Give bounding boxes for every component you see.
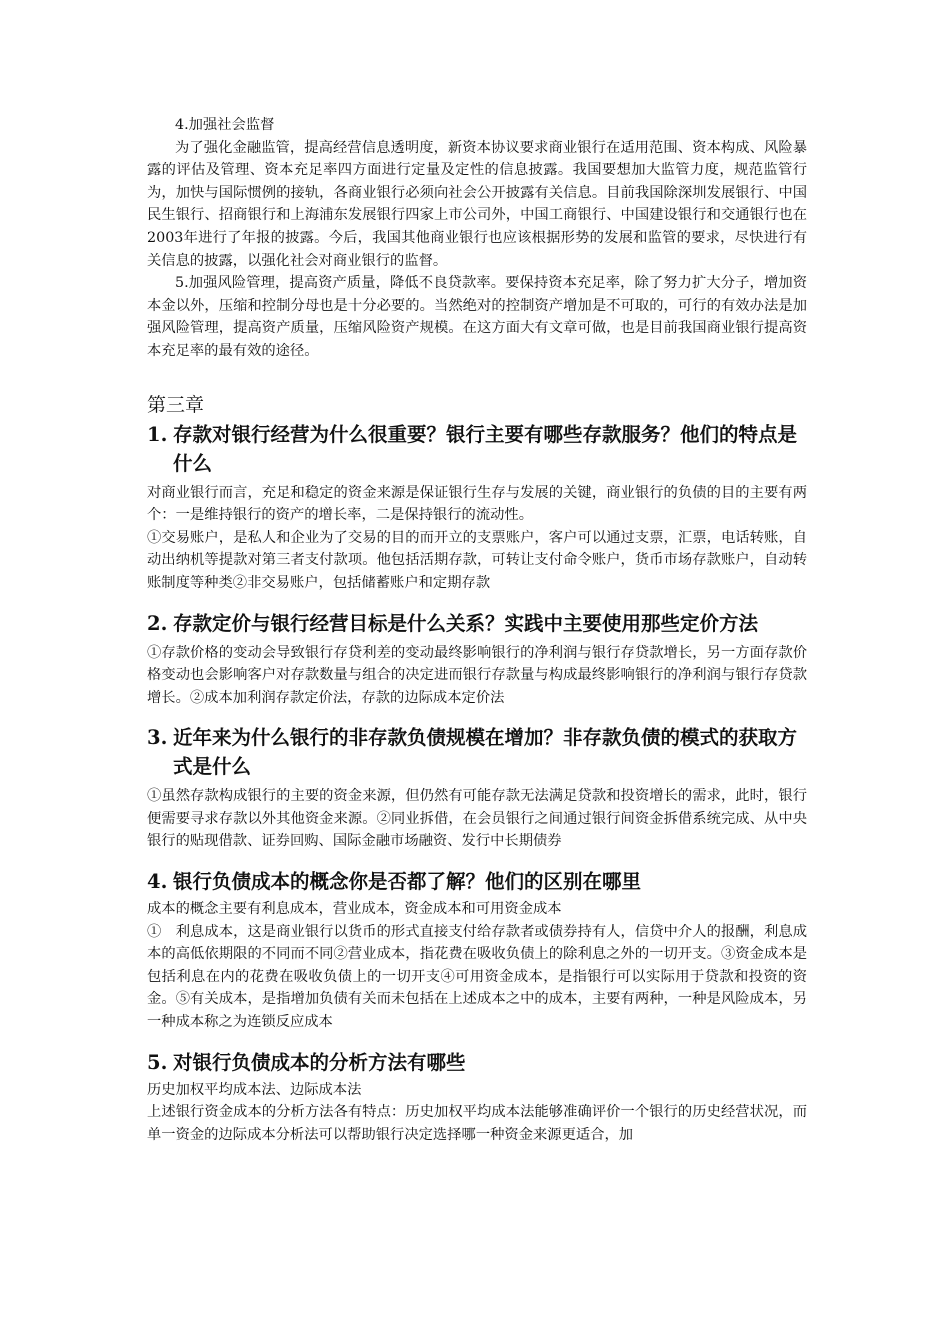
question-title: 近年来为什么银行的非存款负债规模在增加？非存款负债的模式的获取方式是什么 [173, 726, 798, 779]
question-3-heading [147, 723, 807, 781]
question-title: 对银行负债成本的分析方法有哪些 [173, 1050, 466, 1074]
question-4-heading [147, 867, 807, 896]
question-4-answer-detail: ① 利息成本，这是商业银行以货币的形式直接支付给存款者或债券持有人，信贷中介人的报酬，利息成本的高低依期限的不同而不同②营业成本，指花费在吸收负债上的除利息之外的一切开支。③资金成本是包括利息在内的花费在吸收负债上的一切开支④可用资金成本，是指银行可以实际用于贷款和投资的资金。⑤有关成本，是指增加负债有关而未包括在上述成本之中的成本，主要有两种，一种是风险成本，另一种成本称之为连锁反应成本 [147, 923, 807, 1031]
question-title: 银行负债成本的概念你是否都了解？他们的区别在哪里 [173, 870, 642, 894]
question-1-answer-detail: ①交易账户，是私人和企业为了交易的目的而开立的支票账户，客户可以通过支票，汇票，电话转账，自动出纳机等提款对第三者支付款项。他包括活期存款，可转让支付命令账户，货币市场存款账户，自动转账制度等种类②非交易账户，包括储蓄账户和定期存款 [147, 529, 807, 591]
question-1-heading [147, 420, 807, 478]
question-number: 2. [147, 611, 168, 635]
section-4-title: 4.加强社会监督 [175, 117, 275, 133]
question-5-answer-detail: 上述银行资金成本的分析方法各有特点：历史加权平均成本法能够准确评价一个银行的历史经营状况，而单一资金的边际成本分析法可以帮助银行决定选择哪一种资金来源更适合，加 [147, 1104, 807, 1143]
question-2-heading [147, 609, 807, 638]
question-4-answer-intro: 成本的概念主要有利息成本，营业成本，资金成本和可用资金成本 [147, 901, 562, 918]
question-2-answer: ①存款价格的变动会导致银行存贷利差的变动最终影响银行的净利润与银行存贷款增长，另一方面存款价格变动也会影响客户对存款数量与组合的决定进而银行存款量与构成最终影响银行的净利润与银行存贷款增长。②成本加利润存款定价法，存款的边际成本定价法 [147, 644, 807, 706]
question-5-answer-intro: 历史加权平均成本法、边际成本法 [147, 1081, 362, 1098]
question-title: 存款对银行经营为什么很重要？银行主要有哪些存款服务？他们的特点是什么 [173, 422, 798, 475]
section-4-body: 为了强化金融监管，提高经营信息透明度，新资本协议要求商业银行在适用范围、资本构成、风险暴露的评估及管理、资本充足率四方面进行定量及定性的信息披露。我国要想加大监管力度，规范监管行为，加快与国际惯例的接轨，各商业银行必须向社会公开披露有关信息。目前我国除深圳发展银行、中国民生银行、招商银行和上海浦东发展银行四家上市公司外，中国工商银行、中国建设银行和交通银行也在2003年进行了年报的披露。今后，我国其他商业银行也应该根据形势的发展和监管的要求，尽快进行有关信息的披露，以强化社会对商业银行的监督。 [147, 139, 807, 269]
question-number: 1. [147, 422, 168, 446]
question-number: 3. [147, 726, 168, 750]
question-number: 4. [147, 870, 168, 894]
section-5-body: 5.加强风险管理，提高资产质量，降低不良贷款率。要保持资本充足率，除了努力扩大分子，增加资本金以外，压缩和控制分母也是十分必要的。当然绝对的控制资产增加是不可取的，可行的有效办法是加强风险管理，提高资产质量，压缩风险资产规模。在这方面大有文章可做，也是目前我国商业银行提高资本充足率的最有效的途径。 [147, 275, 807, 359]
question-1-answer-intro: 对商业银行而言，充足和稳定的资金来源是保证银行生存与发展的关键，商业银行的负债的目的主要有两个：一是维持银行的资产的增长率，二是保持银行的流动性。 [147, 484, 807, 524]
document-page [147, 114, 807, 1146]
question-title: 存款定价与银行经营目标是什么关系？实践中主要使用那些定价方法 [173, 611, 759, 635]
question-3-answer: ①虽然存款构成银行的主要的资金来源，但仍然有可能存款无法满足贷款和投资增长的需求，此时，银行便需要寻求存款以外其他资金来源。②同业拆借，在会员银行之间通过银行间资金拆借系统完成、从中央银行的贴现借款、证券回购、国际金融市场融资、发行中长期债券 [147, 788, 807, 850]
question-number: 5. [147, 1050, 168, 1074]
chapter-title: 第三章 [147, 393, 205, 416]
question-5-heading [147, 1048, 807, 1077]
